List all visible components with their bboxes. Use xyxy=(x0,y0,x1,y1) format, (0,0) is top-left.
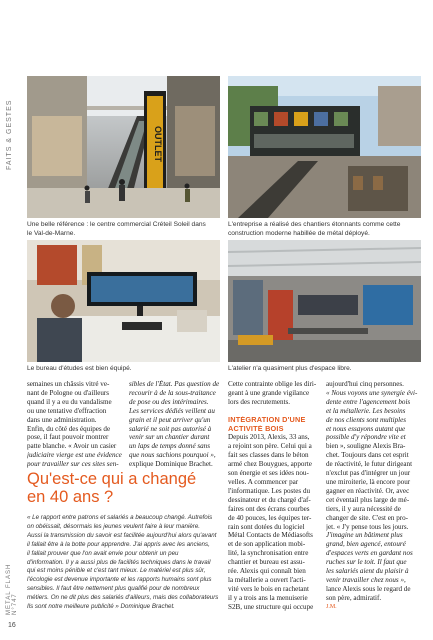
text-line: de pose ou des intérimaires. xyxy=(129,397,209,406)
mall-caption xyxy=(27,220,222,238)
text-line: que nous sachions pourquoi », xyxy=(129,451,216,460)
text-line: patte blanche. « Avoir un casier xyxy=(27,442,117,451)
quote-line: métiers. On ne dit plus des salariés d'ailleurs, mais des collaborateurs xyxy=(27,594,219,602)
text-line: velles. A commencer par xyxy=(228,477,299,486)
quote-line: Aussi la transmission du savoir est facilitée aujourd'hui alors qu'avant xyxy=(27,531,217,539)
text-line: explique Dominique Brachet. xyxy=(129,460,213,469)
text-line: Depuis 2013, Alexis, 33 ans, xyxy=(228,433,310,442)
text-line: grain et il peut arriver qu'un xyxy=(129,415,211,424)
quote-line: Ils sont notre meilleure publicité » Dominique Brachet. xyxy=(27,603,175,611)
text-line: ou une tentative d'effraction xyxy=(27,406,107,415)
page-number: 16 xyxy=(8,622,16,629)
caption-line: Le bureau d'études est bien équipé. xyxy=(27,365,132,372)
caption-line: Une belle référence : le centre commercial Créteil Soleil dans xyxy=(27,221,206,228)
text-line: lors des recrutements. xyxy=(228,397,291,406)
section-heading-line: INTÉGRATION D'UNE xyxy=(228,415,306,424)
footer-label: MÉTAL FLASH N°747 xyxy=(6,563,18,615)
text-line: vité vers le bois en rachetant xyxy=(228,584,309,593)
text-line: venir travailler chez nous », xyxy=(326,575,406,584)
text-line: changer de site. C'est en pro- xyxy=(326,513,409,522)
mall-sign: OUTLET xyxy=(153,126,163,162)
caption-line: L'atelier n'a quasiment plus d'espace libre. xyxy=(228,365,352,372)
text-line: nant de Pologne ou d'ailleurs xyxy=(27,388,110,397)
building-photo xyxy=(228,76,421,218)
quote-line: on obéissait, désormais les jeunes veulent faire à leur manière. xyxy=(27,522,200,530)
quote-line: l'écologie est devenue importante et les rapports humains sont plus xyxy=(27,576,212,584)
caption-line: construction moderne habillée de métal déployé. xyxy=(228,230,370,237)
text-line: bien », souligne Alexis Bra- xyxy=(326,442,406,451)
text-line: Les services dédiés veillent au xyxy=(129,406,215,415)
quote-line: qui est moins pénible et c'est tant mieux. Le matériel est plus sûr, xyxy=(27,567,206,575)
text-line: faires ont des écrans courbes xyxy=(228,504,310,513)
quote-line: « Le rapport entre patrons et salariés a beaucoup changé. Autrefois xyxy=(27,514,213,521)
quote-line: il fallait être à la botte pour apprendre. J'ai appris avec les anciens, xyxy=(27,540,210,548)
text-line: « Nous voyons une synergie évi- xyxy=(326,388,418,397)
text-line: gagner en réactivité. Or, avec xyxy=(326,486,410,495)
body-column-2 xyxy=(129,380,224,469)
text-line: rain sont dotées du logiciel xyxy=(228,522,305,531)
text-line: et la métallerie. Les besoins xyxy=(326,406,406,415)
text-line: possible d'y répondre vite et xyxy=(326,433,406,442)
pullquote-line: Qu'est-ce qui a changé xyxy=(27,470,197,488)
text-line: dessinateur et du chargé d'af- xyxy=(228,495,311,504)
body-column-1 xyxy=(27,380,124,469)
text-line: son énergie et ses idées nou- xyxy=(228,469,309,478)
text-line: jet. « J'y pense tous les jours. xyxy=(326,522,409,531)
text-line: pose, il faut pouvoir montrer xyxy=(27,433,109,442)
text-line: Cette contrainte oblige les diri- xyxy=(228,380,317,388)
text-line: Métal Contacts de Médiasofts xyxy=(228,531,313,540)
text-line: judiciaire vierge est une évidence xyxy=(27,451,122,460)
caption-line: le Val-de-Marne. xyxy=(27,230,76,237)
text-line: recourir à de la sous-traitance xyxy=(129,388,216,397)
text-line: salarié ne soit pas autorisé à xyxy=(129,424,212,433)
text-line: une miroiterie, là encore pour xyxy=(326,477,411,486)
text-line: de nos clients sont multiples xyxy=(326,415,406,424)
text-line: et nous essayons autant que xyxy=(326,424,406,433)
quote-line: il fallait prouver que l'on avait envie pour obtenir un peu xyxy=(27,549,179,557)
text-line: un laps de temps donné sans xyxy=(129,442,210,451)
text-line: quand il y a eu du vandalisme xyxy=(27,397,112,406)
text-line: de 40 pouces, les équipes ter- xyxy=(228,513,312,522)
text-line: rée. Alexis qui connaît bien xyxy=(228,567,306,576)
section-label: FAITS & GESTES xyxy=(6,99,13,170)
office-caption xyxy=(27,364,222,373)
pullquote-line: en 40 ans ? xyxy=(27,488,114,506)
text-line: geant à une grande vigilance xyxy=(228,388,310,397)
text-line: semaines un châssis vitré ve- xyxy=(27,380,110,388)
text-line: les salariés aient du plaisir à xyxy=(326,567,409,576)
text-line: chet. Toujours dans cet esprit xyxy=(326,451,409,460)
text-line: armé chez Bouygues, apporte xyxy=(228,460,312,469)
text-line: il y a trois ans la menuiserie xyxy=(228,593,308,602)
text-line: lance Alexis sous le regard de xyxy=(326,584,411,593)
text-line: lité, la synchronisation entre xyxy=(228,549,309,558)
text-line: dans une administration. xyxy=(27,415,97,424)
text-line: son père, admiratif. xyxy=(326,593,382,602)
office-photo xyxy=(27,240,220,362)
section-heading-line: ACTIVITÉ BOIS xyxy=(228,424,284,433)
body-column-3 xyxy=(228,380,323,612)
mall-photo xyxy=(27,76,220,218)
text-line: fait ses classes dans le béton xyxy=(228,451,309,460)
text-line: tiers, il y aura nécessité de xyxy=(326,504,401,513)
text-line: chantier et bureau est assu- xyxy=(228,558,305,567)
text-line: grand, bien agencé, entouré xyxy=(326,540,406,549)
text-line: d'espaces verts en gardant nos xyxy=(326,549,413,558)
text-line: a rejoint son père. Celui qui a xyxy=(228,442,312,451)
quote-line: d'information. Il y a aussi plus de facilités techniques dans le travail xyxy=(27,558,211,566)
text-line: n'exclut pas d'intégrer un jour xyxy=(326,469,411,478)
text-line: sibles de l'État. Pas question de xyxy=(129,380,220,388)
text-line: S2B, une structure qui occupe xyxy=(228,602,314,611)
pullquote-heading xyxy=(27,470,222,506)
text-line: ruches sur le toit. Il faut que xyxy=(326,558,407,567)
text-line: venir sur un chantier durant xyxy=(129,433,210,442)
caption-line: L'entreprise a réalisé des chantiers étonnants comme cette xyxy=(228,221,401,228)
text-line: aujourd'hui cinq personnes. xyxy=(326,380,404,388)
text-line: dente entre l'agencement bois xyxy=(326,397,411,406)
text-line: pour travailler sur ces sites sen- xyxy=(27,460,119,469)
text-line: la métallerie a ouvert l'acti- xyxy=(228,575,306,584)
quote-line: sensibles. Il faut être nettement plus qualifié pour de nombreux xyxy=(27,585,200,593)
workshop-caption xyxy=(228,364,423,373)
body-column-4 xyxy=(326,380,423,612)
text-line: Enfin, du côté des équipes de xyxy=(27,424,111,433)
workshop-photo xyxy=(228,240,421,362)
text-line: cet éventail plus large de mé- xyxy=(326,495,410,504)
text-line: J'imagine un bâtiment plus xyxy=(326,531,403,540)
author-signature: J.M. xyxy=(326,603,337,610)
text-line xyxy=(228,407,323,416)
text-line: l'informatique. Les postes du xyxy=(228,486,311,495)
building-caption xyxy=(228,220,423,238)
text-line: de réactivité, le futur dirigeant xyxy=(326,460,413,469)
interview-quote xyxy=(27,514,222,612)
text-line: et de son application mobi- xyxy=(228,540,306,549)
